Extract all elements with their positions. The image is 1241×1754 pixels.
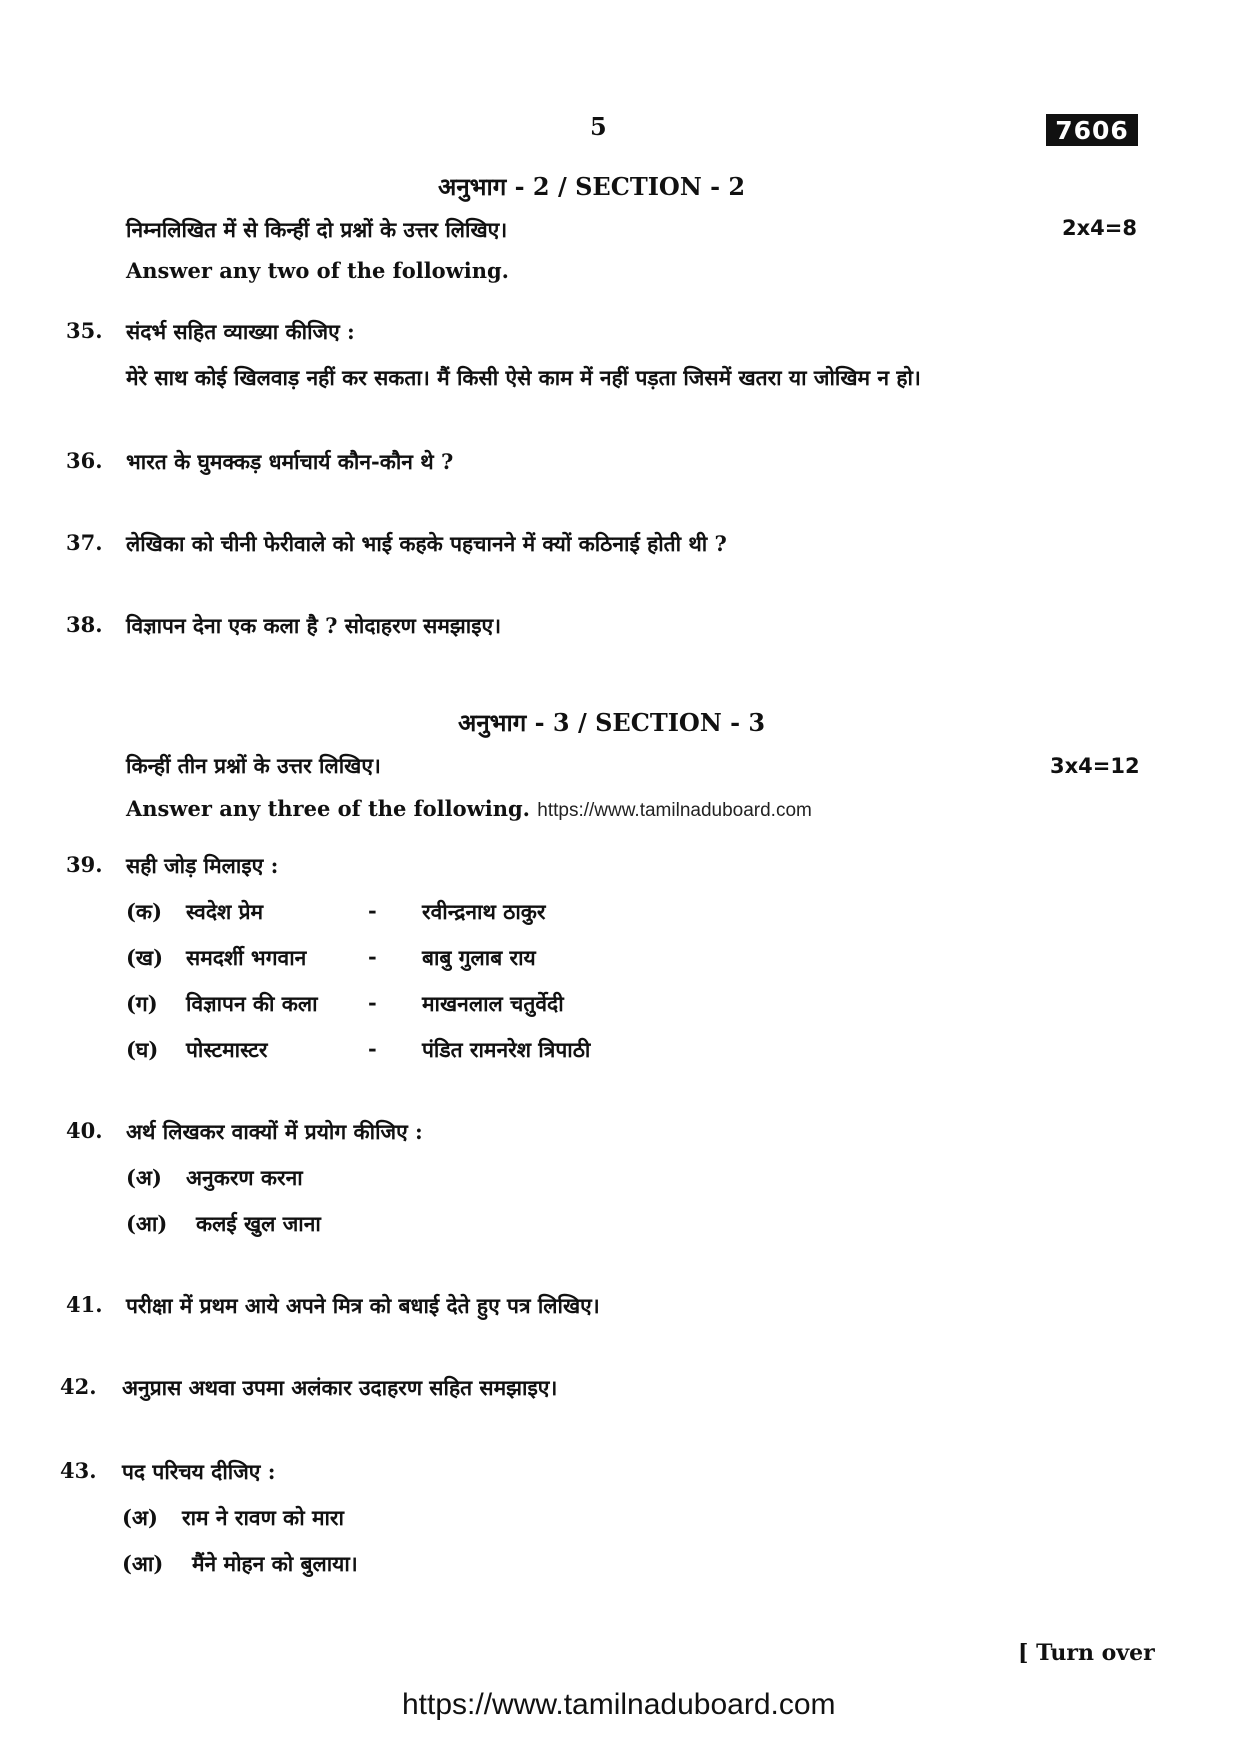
- match-right-item: रवीन्द्रनाथ ठाकुर: [422, 899, 546, 924]
- match-right-item: बाबु गुलाब राय: [422, 945, 536, 970]
- match-left-item: विज्ञापन की कला: [186, 991, 318, 1016]
- sub-item-text: कलई खुल जाना: [196, 1211, 321, 1236]
- question-number: 39.: [66, 852, 103, 877]
- match-label: (क): [126, 899, 162, 924]
- match-right-item: पंडित रामनरेश त्रिपाठी: [422, 1037, 591, 1062]
- sub-item-text: मैंने मोहन को बुलाया।: [192, 1551, 358, 1576]
- page-number: 5: [590, 112, 607, 141]
- section-3-instruction-english: Answer any three of the following.: [126, 796, 530, 821]
- sub-item-text: अनुकरण करना: [186, 1165, 303, 1190]
- inline-website-link[interactable]: https://www.tamilnaduboard.com: [537, 800, 812, 821]
- section-2-instruction-hindi: निम्नलिखित में से किन्हीं दो प्रश्नों के उत्तर लिखिए।: [126, 217, 508, 242]
- question-text: परीक्षा में प्रथम आये अपने मित्र को बधाई देते हुए पत्र लिखिए।: [126, 1293, 600, 1318]
- section-2-marks: 2x4=8: [1062, 216, 1137, 240]
- question-text: अनुप्रास अथवा उपमा अलंकार उदाहरण सहित समझाइए।: [122, 1375, 558, 1400]
- match-label: (ख): [126, 945, 164, 970]
- question-number: 43.: [60, 1458, 97, 1483]
- match-left-item: स्वदेश प्रेम: [186, 899, 264, 924]
- question-text: भारत के घुमक्कड़ धर्माचार्य कौन-कौन थे ?: [126, 449, 454, 474]
- sub-item-label: (अ): [126, 1165, 162, 1190]
- question-number: 38.: [66, 612, 103, 637]
- match-label: (ग): [126, 991, 158, 1016]
- section-3-marks: 3x4=12: [1050, 754, 1140, 778]
- section-2-instruction-english: Answer any two of the following.: [126, 258, 509, 283]
- section-3-instruction-english-line: [126, 796, 812, 822]
- sub-item-label: (अ): [122, 1505, 158, 1530]
- question-text: लेखिका को चीनी फेरीवाले को भाई कहके पहचानने में क्यों कठिनाई होती थी ?: [126, 531, 727, 556]
- question-text: संदर्भ सहित व्याख्या कीजिए :: [126, 319, 355, 344]
- match-left-item: पोस्टमास्टर: [186, 1037, 268, 1062]
- question-text: पद परिचय दीजिए :: [122, 1459, 276, 1484]
- question-number: 40.: [66, 1118, 103, 1143]
- section-3-title: अनुभाग - 3 / SECTION - 3: [458, 708, 766, 737]
- question-number: 37.: [66, 530, 103, 555]
- question-number: 42.: [60, 1374, 97, 1399]
- sub-item-text: राम ने रावण को मारा: [182, 1505, 344, 1530]
- question-text: सही जोड़ मिलाइए :: [126, 853, 279, 878]
- paper-code-badge: 7606: [1046, 114, 1138, 146]
- match-dash: -: [368, 944, 377, 969]
- match-right-item: माखनलाल चतुर्वेदी: [422, 991, 564, 1016]
- match-left-item: समदर्शी भगवान: [186, 945, 307, 970]
- sub-item-label: (आ): [126, 1211, 168, 1236]
- question-number: 36.: [66, 448, 103, 473]
- footer-website-link[interactable]: https://www.tamilnaduboard.com: [402, 1688, 836, 1721]
- question-text: अर्थ लिखकर वाक्यों में प्रयोग कीजिए :: [126, 1119, 423, 1144]
- sub-item-label: (आ): [122, 1551, 164, 1576]
- question-text: विज्ञापन देना एक कला है ? सोदाहरण समझाइए।: [126, 613, 502, 638]
- turn-over-note: [ Turn over: [1018, 1640, 1155, 1666]
- question-subtext: मेरे साथ कोई खिलवाड़ नहीं कर सकता। मैं किसी ऐसे काम में नहीं पड़ता जिसमें खतरा या जोखिम न हो।: [126, 365, 921, 390]
- match-dash: -: [368, 898, 377, 923]
- match-label: (घ): [126, 1037, 159, 1062]
- question-number: 35.: [66, 318, 103, 343]
- match-dash: -: [368, 990, 377, 1015]
- section-3-instruction-hindi: किन्हीं तीन प्रश्नों के उत्तर लिखिए।: [126, 753, 381, 778]
- section-2-title: अनुभाग - 2 / SECTION - 2: [438, 172, 746, 201]
- match-dash: -: [368, 1036, 377, 1061]
- question-number: 41.: [66, 1292, 103, 1317]
